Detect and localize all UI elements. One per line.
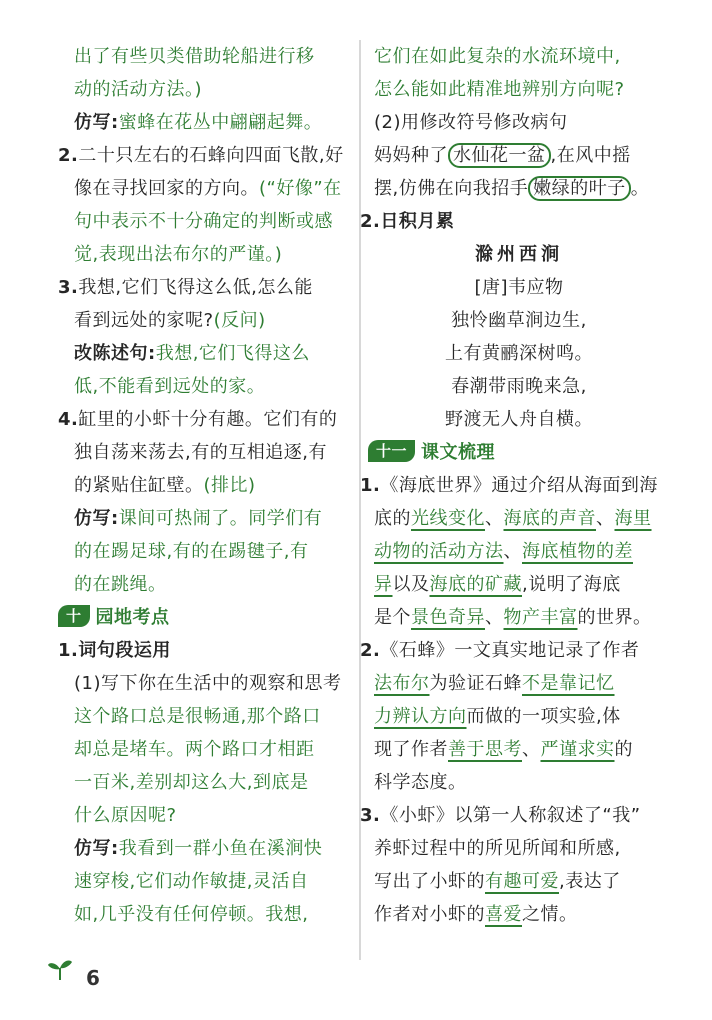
question-line: [74, 172, 354, 205]
question-text: 看到远处的家呢?: [74, 310, 214, 331]
summary-text: 写出了小虾的: [374, 871, 485, 892]
summary-line: [374, 865, 664, 898]
answer-text: 有趣可爱: [485, 871, 559, 892]
summary-text: 作者对小虾的: [374, 904, 485, 925]
poem-line: 春潮带雨晚来急,: [451, 376, 587, 397]
summary-text: 的: [614, 739, 633, 760]
answer-text: (排比): [203, 475, 256, 496]
section-badge: 十一: [368, 440, 415, 462]
summary-line: [360, 469, 664, 502]
sentence-line: [374, 139, 664, 172]
answer-text: 法布尔: [374, 673, 430, 694]
sentence-text: 妈妈种了: [374, 145, 448, 166]
summary-text: 、: [485, 508, 504, 529]
answer-line: 什么原因呢?: [74, 805, 177, 826]
imitation-line: [74, 832, 354, 865]
poem-line: 独怜幽草涧边生,: [451, 310, 587, 331]
summary-line: [374, 601, 664, 634]
summary-text: 《小虾》以第一人称叙述了“我”: [380, 805, 641, 826]
right-column: [360, 40, 664, 931]
question-line: (1)写下你在生活中的观察和思考: [74, 673, 342, 694]
poem-line: 上有黄鹂深树鸣。: [445, 343, 593, 364]
summary-text: 而做的一项实验,体: [466, 706, 621, 727]
section-badge: 十: [58, 605, 90, 627]
summary-text: 、: [485, 607, 504, 628]
text-line: 出了有些贝类借助轮船进行移: [74, 46, 315, 67]
imitation-label: 仿写:: [74, 838, 119, 859]
answer-line: 却总是堵车。两个路口才相距: [74, 739, 315, 760]
section-title: 园地考点: [95, 607, 170, 628]
answer-text: 严谨求实: [540, 739, 615, 760]
summary-line: [374, 568, 664, 601]
question-line: (2)用修改符号修改病句: [374, 112, 568, 133]
answer-text: 力辨认方向: [374, 706, 467, 727]
question-line: [58, 271, 354, 304]
summary-line: [374, 733, 664, 766]
answer-line: 如,几乎没有任何停顿。我想,: [74, 904, 309, 925]
question-number: 2.: [360, 640, 381, 661]
subsection-title: 日积月累: [380, 211, 455, 232]
summary-text: 、: [522, 739, 541, 760]
answer-line: 这个路口总是很畅通,那个路口: [74, 706, 321, 727]
summary-line: [360, 634, 664, 667]
summary-text: ,说明了海底: [522, 574, 621, 595]
answer-text: 海底植物的差: [522, 541, 633, 562]
subsection-title: 词句段运用: [78, 640, 171, 661]
answer-text: 我想,它们飞得这么: [155, 343, 310, 364]
summary-text: 以及: [392, 574, 430, 595]
answer-line: 速穿梭,它们动作敏捷,灵活自: [74, 871, 309, 892]
answer-text: 景色奇异: [411, 607, 485, 628]
answer-line: 句中表示不十分确定的判断或感: [74, 211, 333, 232]
summary-text: ,表达了: [559, 871, 621, 892]
section-title: 课文梳理: [421, 442, 496, 463]
section-header: [368, 436, 664, 469]
question-number: 2.: [360, 211, 381, 232]
subsection-title-line: [360, 205, 664, 238]
left-column: [58, 40, 354, 931]
imitation-label: 仿写:: [74, 508, 119, 529]
sentence-line: [374, 172, 664, 205]
question-text: 的紧贴住缸壁。: [74, 475, 204, 496]
question-number: 2.: [58, 145, 79, 166]
rewrite-label: 改陈述句:: [74, 343, 156, 364]
sentence-text: ,在风中摇: [550, 145, 631, 166]
answer-text: 异: [374, 574, 393, 595]
question-text: 二十只左右的石蜂向四面飞散,好: [78, 145, 344, 166]
answer-line: 低,不能看到远处的家。: [74, 376, 266, 397]
summary-text: 《海底世界》通过介绍从海面到海: [380, 475, 658, 496]
poem-title: 滁州西涧: [475, 244, 563, 265]
answer-text: 海底的声音: [503, 508, 596, 529]
text-line: 动的活动方法。): [74, 79, 203, 100]
question-text: 我想,它们飞得这么低,怎么能: [78, 277, 313, 298]
edit-mark-word: 水仙花: [453, 145, 509, 166]
answer-text: 我看到一群小鱼在溪涧快: [118, 838, 323, 859]
question-number: 3.: [58, 277, 79, 298]
imitation-label: 仿写:: [74, 112, 119, 133]
question-text: 像在寻找回家的方向。: [74, 178, 259, 199]
answer-text: (反问): [213, 310, 266, 331]
question-line: [74, 469, 354, 502]
summary-line: [374, 502, 664, 535]
poem-line: 野渡无人舟自横。: [445, 409, 593, 430]
page-number: 6: [86, 966, 100, 990]
answer-text: 善于思考: [448, 739, 522, 760]
summary-text: 底的: [374, 508, 411, 529]
answer-line: 的在跳绳。: [74, 574, 167, 595]
question-number: 4.: [58, 409, 79, 430]
answer-text: 喜爱: [485, 904, 522, 925]
poem-author: [唐]韦应物: [474, 277, 564, 298]
question-line: [58, 403, 354, 436]
edit-mark-word: 一盆: [508, 145, 546, 166]
summary-text: 、: [503, 541, 522, 562]
summary-line: [374, 898, 664, 931]
rewrite-line: [74, 337, 354, 370]
answer-text: 物产丰富: [503, 607, 578, 628]
question-number: 1.: [360, 475, 381, 496]
sentence-text: 。: [630, 178, 650, 199]
subsection-title-line: [58, 634, 354, 667]
summary-text: 《石蜂》一文真实地记录了作者: [380, 640, 640, 661]
sentence-text: 摆,仿佛在向我招手: [374, 178, 529, 199]
answer-text: 不是靠记忆: [522, 673, 615, 694]
edit-mark-delete: 嫩绿的叶子: [528, 176, 631, 201]
answer-line: 一百米,差别却这么大,到底是: [74, 772, 309, 793]
summary-text: 为验证石蜂: [429, 673, 522, 694]
question-line: [58, 139, 354, 172]
answer-text: (“好像”在: [259, 178, 342, 199]
question-text: 缸里的小虾十分有趣。它们有的: [78, 409, 338, 430]
summary-text: 之情。: [522, 904, 578, 925]
sprout-icon: [46, 956, 74, 982]
question-number: 3.: [360, 805, 381, 826]
answer-text: 光线变化: [411, 508, 485, 529]
section-header: [58, 601, 354, 634]
answer-text: 海底的矿藏: [429, 574, 522, 595]
answer-line: 它们在如此复杂的水流环境中,: [374, 46, 621, 67]
summary-line: [374, 535, 664, 568]
answer-text: 动物的活动方法: [374, 541, 504, 562]
question-line: [74, 304, 354, 337]
answer-line: 的在踢足球,有的在踢毽子,有: [74, 541, 309, 562]
imitation-line: [74, 502, 354, 535]
summary-line: 科学态度。: [374, 772, 467, 793]
question-number: 1.: [58, 640, 79, 661]
answer-line: 觉,表现出法布尔的严谨。): [74, 244, 283, 265]
imitation-line: [74, 106, 354, 139]
edit-mark-swap: [448, 143, 551, 168]
summary-text: 现了作者: [374, 739, 448, 760]
summary-text: 是个: [374, 607, 411, 628]
answer-line: 怎么能如此精准地辨别方向呢?: [374, 79, 625, 100]
answer-text: 海里: [614, 508, 652, 529]
summary-line: [374, 667, 664, 700]
question-line: 独自荡来荡去,有的互相追逐,有: [74, 442, 327, 463]
answer-text: 蜜蜂在花丛中翩翩起舞。: [118, 112, 323, 133]
summary-text: 、: [596, 508, 615, 529]
summary-text: 的世界。: [577, 607, 652, 628]
summary-line: [374, 700, 664, 733]
answer-text: 课间可热闹了。同学们有: [118, 508, 323, 529]
summary-line: [360, 799, 664, 832]
summary-line: 养虾过程中的所见所闻和所感,: [374, 838, 621, 859]
